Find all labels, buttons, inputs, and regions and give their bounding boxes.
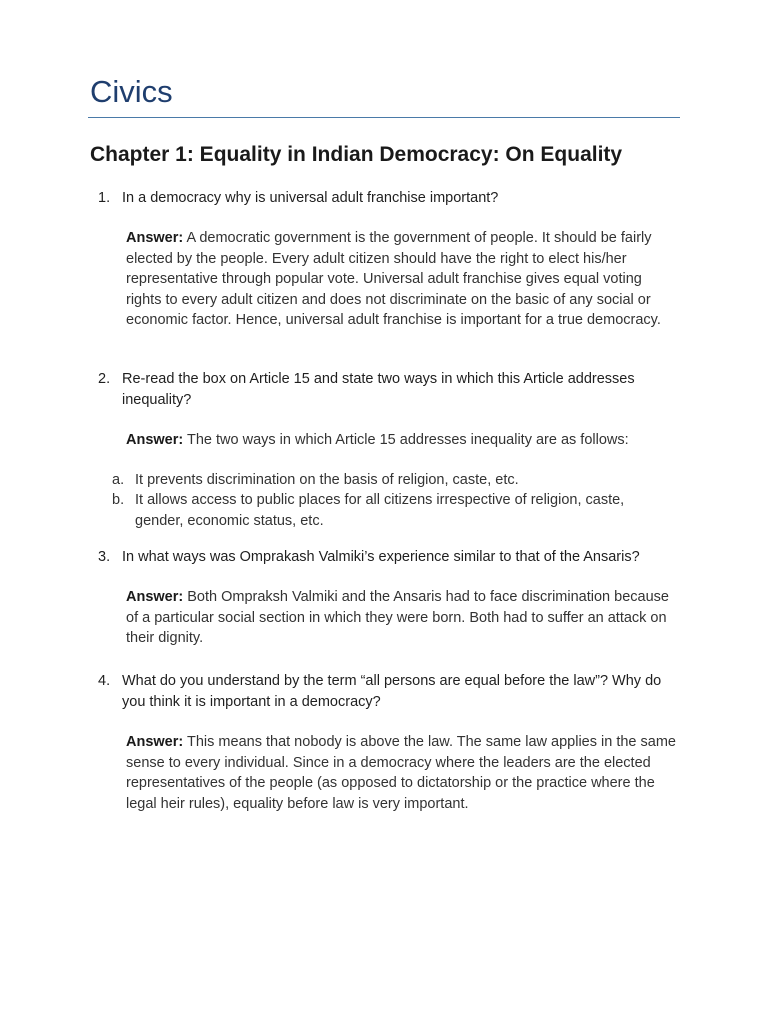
list-item-text: It allows access to public places for all citizens irrespective of religion, caste, gender, economic status, etc. xyxy=(135,492,625,529)
answer-1 xyxy=(0,228,678,331)
question-block-3 xyxy=(0,547,768,649)
answer-text: A democratic government is the government of people. It should be fairly elected by the people. Every adult citizen should have the right to elect his/her representative through popular vote. Universal adult franchise gives equal voting rights to every adult citizen and does not discriminate on the basic of any social or economic factor. Hence, universal adult franchise is important for a true democracy. xyxy=(126,230,661,328)
question-block-1 xyxy=(0,188,768,331)
question-number: 3. xyxy=(98,549,111,565)
question-text: In a democracy why is universal adult franchise important? xyxy=(122,190,499,206)
title-underline xyxy=(88,117,680,118)
answer-label: Answer: xyxy=(126,589,184,605)
question-block-2 xyxy=(0,369,768,531)
answer-3 xyxy=(0,587,678,649)
question-number: 1. xyxy=(98,190,111,206)
list-item xyxy=(0,470,675,491)
question-1 xyxy=(0,188,678,209)
answer-text: The two ways in which Article 15 addresses inequality are as follows: xyxy=(187,432,629,448)
question-number: 2. xyxy=(98,371,111,387)
answer-text: Both Ompraksh Valmiki and the Ansaris had to face discrimination because of a particular social section in which they were born. Both had to suffer an attack on their dignity. xyxy=(126,589,669,646)
answer-label: Answer: xyxy=(126,432,184,448)
answer-label: Answer: xyxy=(126,230,184,246)
list-item xyxy=(0,490,675,531)
question-text: In what ways was Omprakash Valmiki’s experience similar to that of the Ansaris? xyxy=(122,549,640,565)
question-2 xyxy=(0,369,678,411)
answer-text: This means that nobody is above the law. The same law applies in the same sense to every individual. Since in a democracy where the leaders are the elected representatives of the people (as opposed to dictatorship or the practice where the legal heir rules), equality before law is very important. xyxy=(126,734,676,812)
question-block-4 xyxy=(0,671,768,814)
answer-label: Answer: xyxy=(126,734,184,750)
question-3 xyxy=(0,547,678,568)
question-number: 4. xyxy=(98,673,111,689)
list-item-letter: b. xyxy=(112,492,125,508)
answer-4 xyxy=(0,732,678,814)
list-item-letter: a. xyxy=(112,471,125,488)
answer-2 xyxy=(0,430,678,451)
chapter-heading: Chapter 1: Equality in Indian Democracy: On Equality xyxy=(90,143,623,166)
question-text: What do you understand by the term “all persons are equal before the law”? Why do you think it is important in a democracy? xyxy=(122,673,662,710)
document-title: Civics xyxy=(90,74,173,109)
answer-2-sub-list xyxy=(0,470,768,532)
question-text: Re-read the box on Article 15 and state two ways in which this Article addresses inequality? xyxy=(122,371,635,408)
question-4 xyxy=(0,671,678,713)
list-item-text: It prevents discrimination on the basis of religion, caste, etc. xyxy=(135,471,519,488)
